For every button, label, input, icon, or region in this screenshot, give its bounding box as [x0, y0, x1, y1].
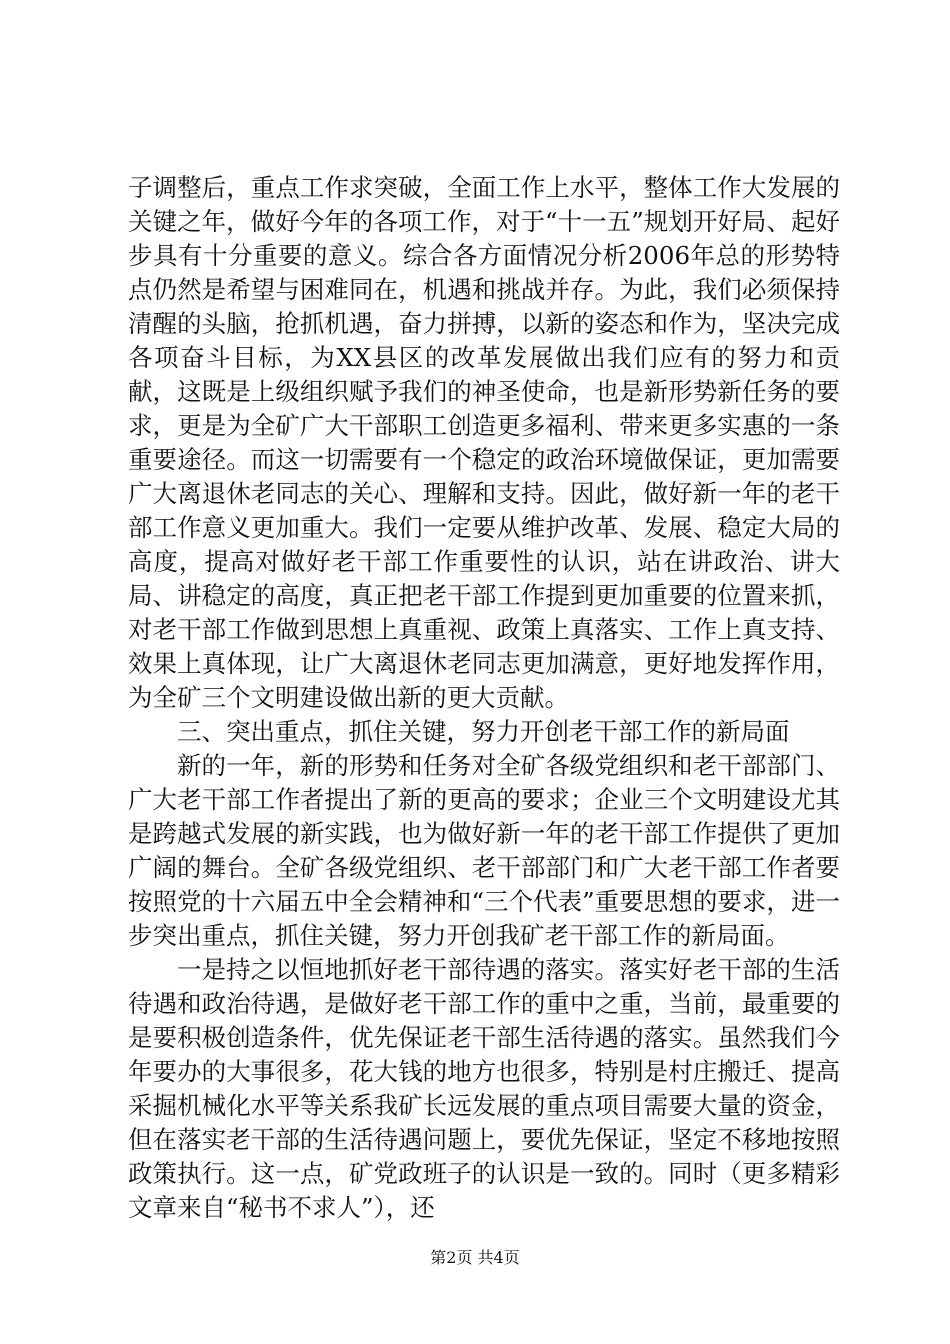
document-body [128, 171, 840, 1225]
section-heading: 三、突出重点，抓住关键，努力开创老干部工作的新局面 [177, 717, 790, 746]
paragraph: 新的一年，新的形势和任务对全矿各级党组织和老干部部门、广大老干部工作者提出了新的更高的要求；企业三个文明建设尤其是跨越式发展的新实践，也为做好新一年的老干部工作提供了更加广阔的舞台。全矿各级党组织、老干部部门和广大老干部工作者要按照党的十六届五中全会精神和“三个代表”重要思想的要求，进一步突出重点，抓住关键，努力开创我矿老干部工作的新局面。 [128, 751, 840, 950]
page-number: 第2页 共4页 [430, 1248, 520, 1267]
paragraph-continued: 子调整后，重点工作求突破，全面工作上水平，整体工作大发展的关键之年，做好今年的各项工作，对于“十一五”规划开好局、起好步具有十分重要的意义。综合各方面情况分析2006年总的形势特点仍然是希望与困难同在，机遇和挑战并存。为此，我们必须保持清醒的头脑，抢抓机遇，奋力拼搏，以新的姿态和作为，坚决完成各项奋斗目标，为XX县区的改革发展做出我们应有的努力和贡献，这既是上级组织赋予我们的神圣使命，也是新形势新任务的要求，更是为全矿广大干部职工创造更多福利、带来更多实惠的一条重要途径。而这一切需要有一个稳定的政治环境做保证，更加需要广大离退休老同志的关心、理解和支持。因此，做好新一年的老干部工作意义更加重大。我们一定要从维护改革、发展、稳定大局的高度，提高对做好老干部工作重要性的认识，站在讲政治、讲大局、讲稳定的高度，真正把老干部工作提到更加重要的位置来抓，对老干部工作做到思想上真重视、政策上真落实、工作上真支持、效果上真体现，让广大离退休老同志更加满意，更好地发挥作用，为全矿三个文明建设做出新的更大贡献。 [128, 173, 840, 712]
paragraph: 一是持之以恒地抓好老干部待遇的落实。落实好老干部的生活待遇和政治待遇，是做好老干部工作的重中之重，当前，最重要的是要积极创造条件，优先保证老干部生活待遇的落实。虽然我们今年要办的大事很多，花大钱的地方也很多，特别是村庄搬迁、提高采掘机械化水平等关系我矿长远发展的重点项目需要大量的资金，但在落实老干部的生活待遇问题上，要优先保证，坚定不移地按照政策执行。这一点，矿党政班子的认识是一致的。同时（更多精彩文章来自“秘书不求人”），还 [128, 955, 840, 1222]
